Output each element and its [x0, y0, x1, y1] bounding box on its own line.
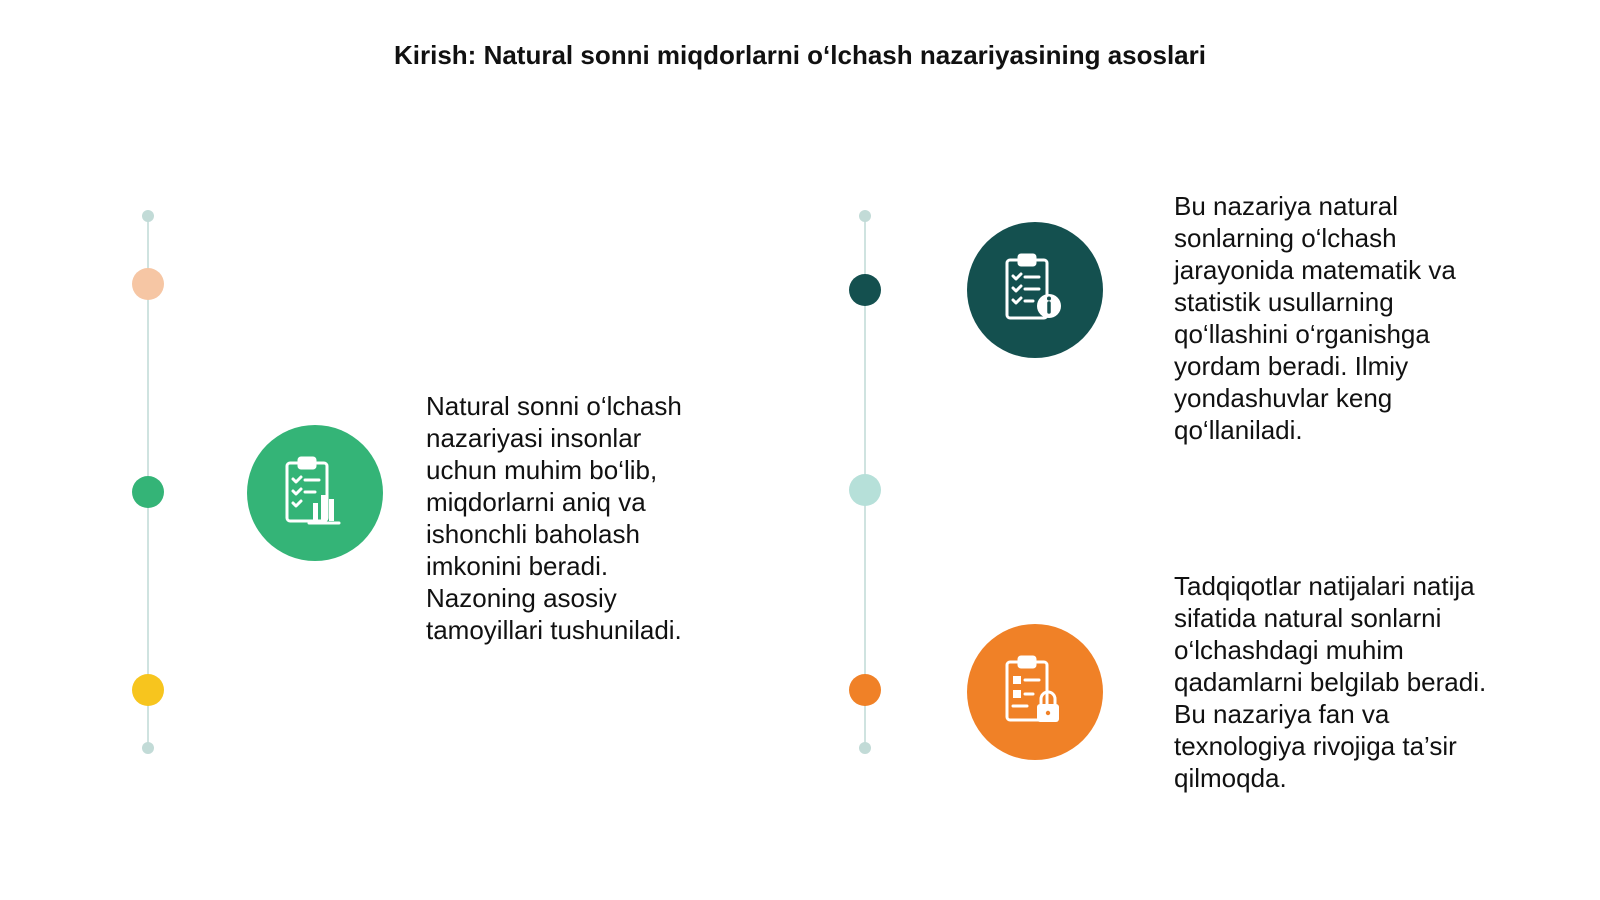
page-title: Kirish: Natural sonni miqdorlarni o‘lchash nazariyasining asoslari — [394, 40, 1206, 70]
timeline-end-dot — [142, 742, 154, 754]
item-2-text: Bu nazariya natural sonlarning o‘lchash jarayonida matematik va statistik usullarning qo‘llashini o‘rganishga yordam beradi. Ilmiy yondashuvlar keng qo‘llaniladi. — [1174, 191, 1456, 445]
item-2-badge — [967, 222, 1103, 358]
clipboard-chart-icon — [275, 453, 355, 533]
timeline-start-dot — [142, 210, 154, 222]
item-3-badge — [967, 624, 1103, 760]
timeline-marker-peach — [132, 268, 164, 300]
timeline-marker-yellow — [132, 674, 164, 706]
item-3-text: Tadqiqotlar natijalari natija sifatida natural sonlarni o‘lchashdagi muhim qadamlarni belgilab beradi. Bu nazariya fan va texnologiya rivojiga ta’sir qilmoqda. — [1174, 571, 1487, 793]
timeline-marker-light-teal — [849, 474, 881, 506]
item-1-text: Natural sonni o‘lchash nazariyasi insonlar uchun muhim bo‘lib, miqdorlarni aniq va ishonchli baholash imkonini beradi. Nazoning asosiy tamoyillari tushuniladi. — [426, 391, 682, 645]
timeline-marker-dark-teal — [849, 274, 881, 306]
clipboard-info-icon — [995, 250, 1075, 330]
right-timeline — [845, 210, 885, 760]
timeline-marker-green — [132, 476, 164, 508]
clipboard-lock-icon — [995, 652, 1075, 732]
timeline-marker-orange — [849, 674, 881, 706]
timeline-start-dot — [859, 210, 871, 222]
left-timeline — [128, 210, 168, 760]
item-1-badge — [247, 425, 383, 561]
timeline-end-dot — [859, 742, 871, 754]
